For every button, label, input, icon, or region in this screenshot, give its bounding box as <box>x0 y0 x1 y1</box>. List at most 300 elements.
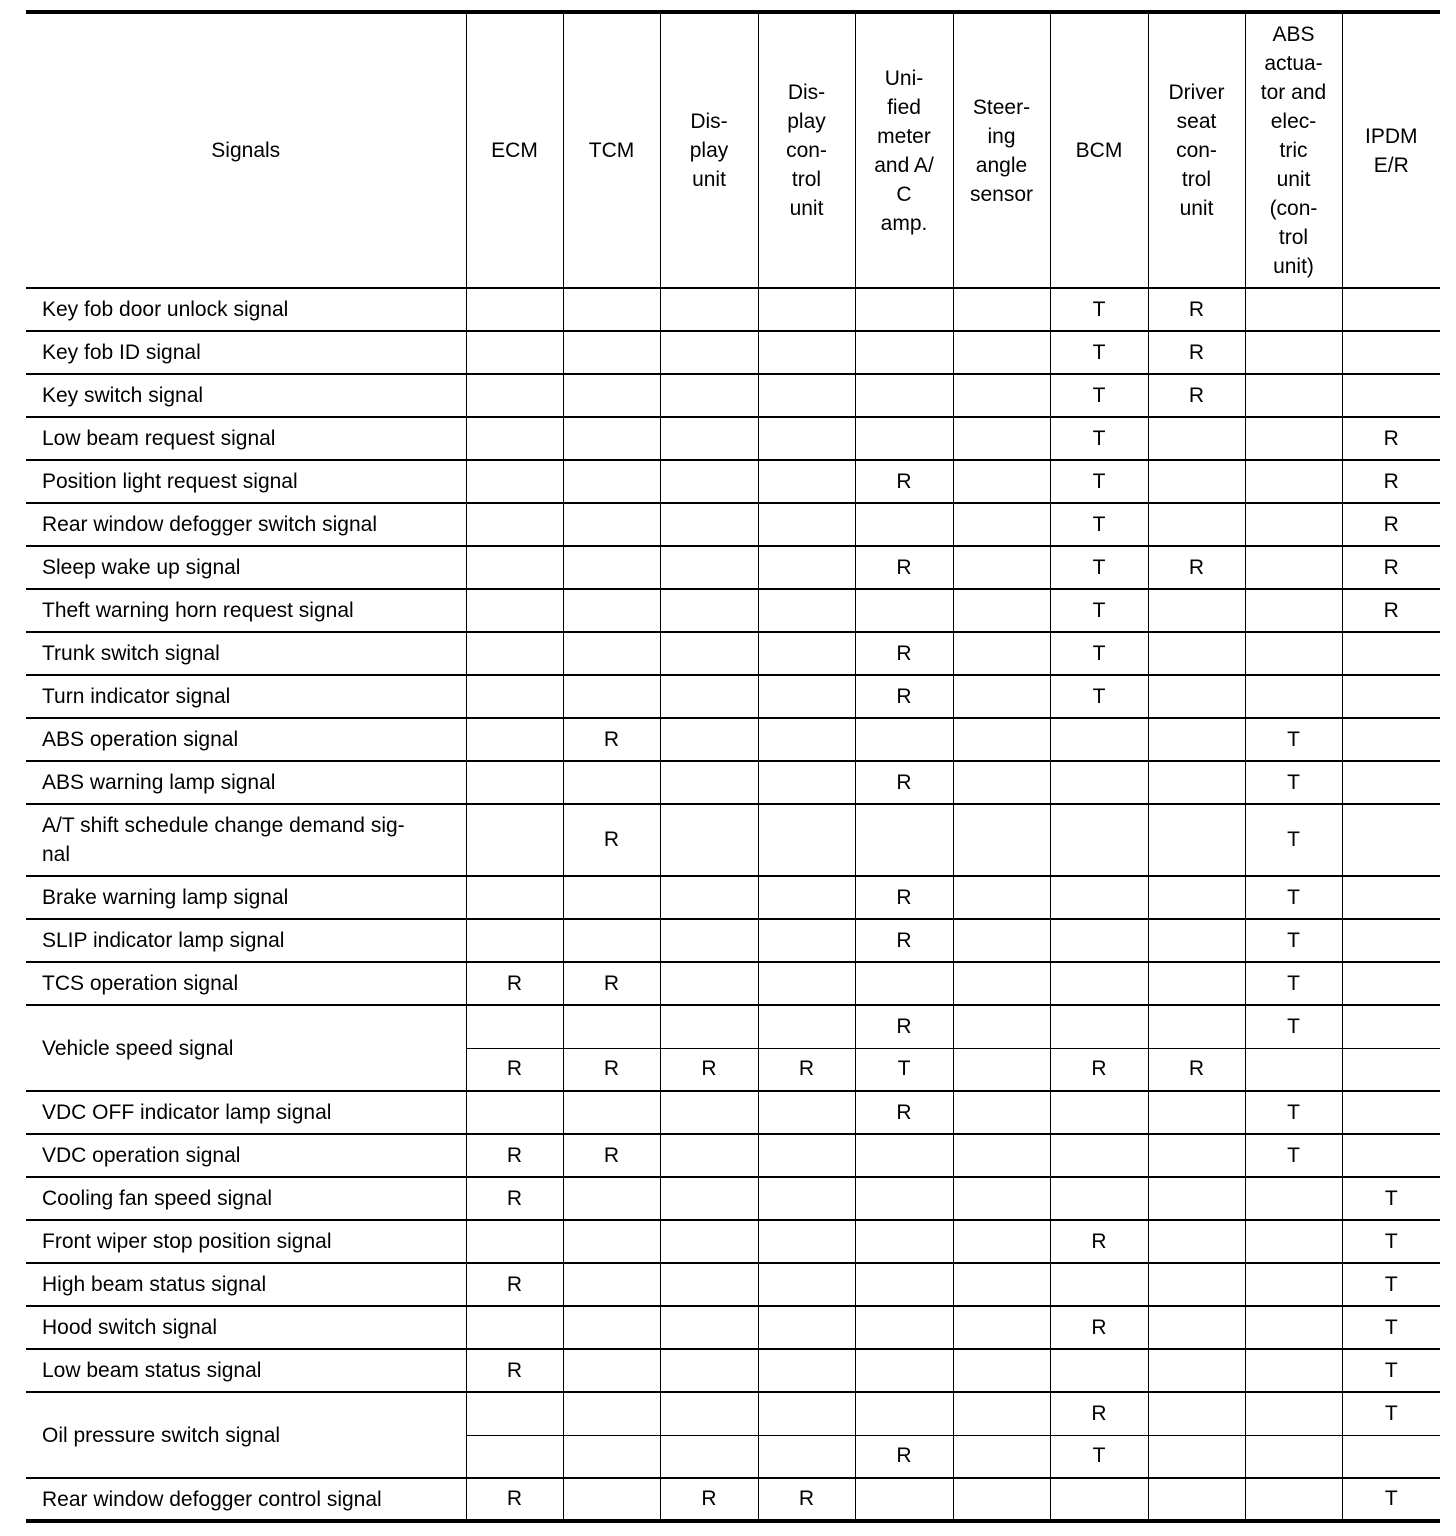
table-row <box>26 962 1440 1005</box>
signal-cell: R <box>1148 546 1245 589</box>
signal-cell <box>855 1478 953 1521</box>
signal-cell <box>953 1005 1050 1048</box>
signal-name: Position light request signal <box>26 460 466 503</box>
signal-cell <box>1342 1091 1440 1134</box>
signal-cell <box>1342 675 1440 718</box>
signal-name: Oil pressure switch signal <box>26 1392 466 1478</box>
signal-cell <box>758 331 855 374</box>
signal-cell <box>855 589 953 632</box>
signal-cell <box>1342 761 1440 804</box>
signal-cell: T <box>1050 632 1148 675</box>
signal-cell: T <box>1245 919 1342 962</box>
can-communication-signal-table <box>26 10 1440 1523</box>
signal-cell <box>660 675 758 718</box>
signal-name: VDC OFF indicator lamp signal <box>26 1091 466 1134</box>
signal-cell <box>660 632 758 675</box>
signal-cell <box>953 1306 1050 1349</box>
signal-cell <box>563 1478 660 1521</box>
signal-cell: R <box>1148 331 1245 374</box>
signal-cell: T <box>1245 876 1342 919</box>
signal-cell <box>1245 1263 1342 1306</box>
signal-cell <box>758 919 855 962</box>
signal-cell: R <box>1050 1306 1148 1349</box>
signal-cell: T <box>1050 331 1148 374</box>
signal-name: Key fob door unlock signal <box>26 288 466 331</box>
signal-cell <box>758 1349 855 1392</box>
signal-name: Sleep wake up signal <box>26 546 466 589</box>
signal-cell <box>953 460 1050 503</box>
signal-cell <box>466 417 563 460</box>
signal-cell <box>660 546 758 589</box>
signal-cell <box>758 288 855 331</box>
table-row <box>26 1091 1440 1134</box>
signal-cell <box>466 804 563 876</box>
signal-cell <box>563 876 660 919</box>
signal-cell <box>1148 761 1245 804</box>
signal-cell: T <box>1245 1005 1342 1048</box>
signal-cell: T <box>855 1048 953 1091</box>
signal-cell <box>1148 1263 1245 1306</box>
signal-cell <box>660 919 758 962</box>
signal-cell <box>1148 1435 1245 1478</box>
signal-cell: R <box>1050 1220 1148 1263</box>
signal-cell <box>953 288 1050 331</box>
signal-cell: R <box>466 1048 563 1091</box>
signal-cell <box>466 503 563 546</box>
signal-name: Cooling fan speed signal <box>26 1177 466 1220</box>
signal-cell: R <box>660 1478 758 1521</box>
signal-cell <box>1050 1134 1148 1177</box>
signal-cell <box>953 876 1050 919</box>
signal-cell <box>758 1177 855 1220</box>
signal-cell <box>466 460 563 503</box>
signal-cell <box>1050 718 1148 761</box>
signal-cell <box>953 1091 1050 1134</box>
signal-cell <box>758 374 855 417</box>
signal-cell <box>1050 1349 1148 1392</box>
signal-cell <box>855 288 953 331</box>
signal-cell <box>466 1435 563 1478</box>
signal-cell <box>1050 761 1148 804</box>
signal-cell <box>1148 503 1245 546</box>
table-row <box>26 632 1440 675</box>
signal-cell <box>953 675 1050 718</box>
unit-column-header: ABS actua- tor and elec- tric unit (con- trol unit) <box>1245 12 1342 288</box>
signal-name: Low beam request signal <box>26 417 466 460</box>
signal-cell <box>855 1263 953 1306</box>
signal-name: Rear window defogger control signal <box>26 1478 466 1521</box>
signal-name: A/T shift schedule change demand sig- nal <box>26 804 466 876</box>
signal-cell <box>1245 1435 1342 1478</box>
signal-cell <box>758 1091 855 1134</box>
signal-cell: R <box>466 962 563 1005</box>
table-row <box>26 804 1440 876</box>
signal-cell <box>953 804 1050 876</box>
signal-cell: R <box>563 1048 660 1091</box>
signal-cell <box>1245 1177 1342 1220</box>
signal-cell <box>660 374 758 417</box>
signal-cell: T <box>1245 1134 1342 1177</box>
signal-cell <box>758 718 855 761</box>
signal-cell: T <box>1245 761 1342 804</box>
signal-cell <box>466 718 563 761</box>
signal-cell <box>758 1435 855 1478</box>
unit-column-header: Driver seat con- trol unit <box>1148 12 1245 288</box>
signal-cell <box>660 718 758 761</box>
signals-column-header: Signals <box>26 12 466 288</box>
signal-cell <box>1245 675 1342 718</box>
signal-name: Brake warning lamp signal <box>26 876 466 919</box>
signal-cell <box>1050 1177 1148 1220</box>
signal-cell <box>758 1134 855 1177</box>
signal-name: High beam status signal <box>26 1263 466 1306</box>
signal-cell <box>660 589 758 632</box>
signal-cell <box>1148 460 1245 503</box>
table-row <box>26 1392 1440 1435</box>
table-row <box>26 374 1440 417</box>
signal-cell <box>660 331 758 374</box>
signal-cell <box>1245 417 1342 460</box>
signal-cell <box>1050 804 1148 876</box>
signal-cell <box>1148 876 1245 919</box>
signal-cell: T <box>1050 417 1148 460</box>
signal-cell <box>855 962 953 1005</box>
signal-cell <box>1342 804 1440 876</box>
signal-cell <box>563 1005 660 1048</box>
signal-cell <box>660 503 758 546</box>
signal-cell <box>855 1220 953 1263</box>
table-row <box>26 919 1440 962</box>
signal-cell <box>1342 1134 1440 1177</box>
signal-cell <box>1342 1048 1440 1091</box>
signal-cell: R <box>855 761 953 804</box>
signal-name: Rear window defogger switch signal <box>26 503 466 546</box>
signal-cell: T <box>1050 546 1148 589</box>
signal-cell <box>953 718 1050 761</box>
signal-cell <box>1245 589 1342 632</box>
signal-cell: T <box>1050 1435 1148 1478</box>
signal-cell: T <box>1050 374 1148 417</box>
signal-cell <box>1342 331 1440 374</box>
signal-cell <box>758 876 855 919</box>
signal-cell <box>953 374 1050 417</box>
table-row <box>26 460 1440 503</box>
signal-cell: T <box>1050 288 1148 331</box>
signal-cell <box>1342 288 1440 331</box>
signal-cell: R <box>855 919 953 962</box>
signal-cell <box>563 632 660 675</box>
signal-name: TCS operation signal <box>26 962 466 1005</box>
signal-cell <box>1148 1134 1245 1177</box>
signal-cell <box>563 919 660 962</box>
signal-cell <box>1148 1091 1245 1134</box>
signal-name: Key fob ID signal <box>26 331 466 374</box>
signal-cell <box>855 417 953 460</box>
signal-cell <box>1148 1392 1245 1435</box>
signal-cell <box>466 288 563 331</box>
table-row <box>26 876 1440 919</box>
signal-cell: R <box>466 1263 563 1306</box>
signal-cell <box>466 331 563 374</box>
signal-cell: R <box>1148 288 1245 331</box>
table-row <box>26 1263 1440 1306</box>
table-body <box>26 288 1440 1521</box>
signal-cell <box>563 331 660 374</box>
signal-cell <box>660 1091 758 1134</box>
table-row <box>26 503 1440 546</box>
signal-cell: T <box>1342 1478 1440 1521</box>
signal-cell <box>953 503 1050 546</box>
signal-cell <box>466 374 563 417</box>
signal-cell <box>466 1005 563 1048</box>
signal-cell <box>953 1435 1050 1478</box>
signal-cell <box>758 804 855 876</box>
signal-cell <box>563 1392 660 1435</box>
signal-cell <box>758 1220 855 1263</box>
signal-cell: T <box>1342 1392 1440 1435</box>
signal-cell <box>660 1392 758 1435</box>
signal-cell: T <box>1050 589 1148 632</box>
unit-column-header: Dis- play con- trol unit <box>758 12 855 288</box>
signal-cell <box>1050 1091 1148 1134</box>
signal-cell <box>660 460 758 503</box>
signal-cell <box>1245 632 1342 675</box>
signal-cell <box>1148 589 1245 632</box>
signal-cell <box>1148 417 1245 460</box>
signal-cell <box>466 546 563 589</box>
signal-cell <box>660 876 758 919</box>
signal-cell <box>660 1349 758 1392</box>
signal-cell: R <box>855 1005 953 1048</box>
signal-cell <box>855 804 953 876</box>
header-row <box>26 12 1440 288</box>
signal-cell: R <box>1342 460 1440 503</box>
signal-cell: R <box>660 1048 758 1091</box>
table-row <box>26 761 1440 804</box>
signal-cell <box>466 632 563 675</box>
signal-cell <box>660 1177 758 1220</box>
table-row <box>26 1220 1440 1263</box>
signal-cell <box>1148 804 1245 876</box>
signal-name: VDC operation signal <box>26 1134 466 1177</box>
signal-name: SLIP indicator lamp signal <box>26 919 466 962</box>
signal-cell: R <box>1050 1392 1148 1435</box>
signal-cell: T <box>1342 1349 1440 1392</box>
signal-cell <box>1050 919 1148 962</box>
signal-cell <box>1245 1306 1342 1349</box>
signal-cell <box>563 1091 660 1134</box>
signal-cell: T <box>1342 1220 1440 1263</box>
signal-cell: R <box>855 632 953 675</box>
signal-cell <box>1050 1478 1148 1521</box>
signal-cell <box>1245 1220 1342 1263</box>
signal-cell <box>563 1306 660 1349</box>
signal-cell <box>1050 1005 1148 1048</box>
signal-cell: T <box>1245 1091 1342 1134</box>
table-row <box>26 675 1440 718</box>
signal-cell <box>660 1435 758 1478</box>
signal-cell <box>660 804 758 876</box>
signal-cell <box>758 546 855 589</box>
signal-cell <box>466 1220 563 1263</box>
signal-cell: T <box>1245 718 1342 761</box>
signal-cell <box>660 1005 758 1048</box>
signal-cell: R <box>1148 374 1245 417</box>
signal-cell: T <box>1342 1177 1440 1220</box>
signal-cell <box>1342 718 1440 761</box>
signal-cell <box>1148 1005 1245 1048</box>
signal-cell: R <box>1342 546 1440 589</box>
signal-cell <box>660 1220 758 1263</box>
signal-cell <box>563 546 660 589</box>
signal-cell: T <box>1050 675 1148 718</box>
signal-cell <box>1245 288 1342 331</box>
signal-cell <box>1245 460 1342 503</box>
signal-cell <box>1050 1263 1148 1306</box>
table-row <box>26 589 1440 632</box>
table-row <box>26 1134 1440 1177</box>
signal-cell <box>953 1478 1050 1521</box>
signal-cell <box>563 288 660 331</box>
signal-cell <box>1148 1349 1245 1392</box>
unit-column-header: Uni- fied meter and A/ C amp. <box>855 12 953 288</box>
signal-cell <box>660 417 758 460</box>
unit-column-header: Steer- ing angle sensor <box>953 12 1050 288</box>
signal-cell <box>1148 718 1245 761</box>
signal-cell: R <box>466 1177 563 1220</box>
signal-cell: T <box>1342 1306 1440 1349</box>
signal-cell <box>953 546 1050 589</box>
signal-cell <box>953 1392 1050 1435</box>
signal-name: Front wiper stop position signal <box>26 1220 466 1263</box>
signal-cell <box>953 1048 1050 1091</box>
signal-cell <box>563 460 660 503</box>
signal-cell <box>563 1263 660 1306</box>
signal-name: ABS operation signal <box>26 718 466 761</box>
signal-cell <box>953 1263 1050 1306</box>
signal-cell <box>855 331 953 374</box>
signal-cell: R <box>1342 417 1440 460</box>
signal-cell <box>758 589 855 632</box>
signal-cell <box>563 374 660 417</box>
unit-column-header: IPDM E/R <box>1342 12 1440 288</box>
signal-cell: T <box>1245 804 1342 876</box>
signal-cell <box>953 1177 1050 1220</box>
signal-cell <box>758 1263 855 1306</box>
signal-cell: T <box>1050 460 1148 503</box>
signal-cell <box>466 589 563 632</box>
signal-cell: R <box>563 962 660 1005</box>
signal-cell <box>1342 962 1440 1005</box>
signal-cell <box>758 1306 855 1349</box>
signal-cell: R <box>466 1478 563 1521</box>
signal-cell <box>1342 1005 1440 1048</box>
signal-cell <box>1245 503 1342 546</box>
signal-cell <box>953 1349 1050 1392</box>
signal-cell <box>466 1306 563 1349</box>
signal-cell <box>1148 1220 1245 1263</box>
signal-cell: R <box>855 675 953 718</box>
signal-cell <box>758 417 855 460</box>
signal-cell: R <box>1342 589 1440 632</box>
signal-cell <box>953 417 1050 460</box>
signal-cell: R <box>758 1478 855 1521</box>
signal-cell <box>855 1392 953 1435</box>
signal-cell <box>1050 876 1148 919</box>
signal-name: Vehicle speed signal <box>26 1005 466 1091</box>
signal-cell: R <box>758 1048 855 1091</box>
signal-name: ABS warning lamp signal <box>26 761 466 804</box>
table-row <box>26 718 1440 761</box>
signal-cell <box>1148 919 1245 962</box>
table-row <box>26 331 1440 374</box>
signal-cell <box>855 1349 953 1392</box>
unit-column-header: TCM <box>563 12 660 288</box>
signal-cell <box>1245 1478 1342 1521</box>
signal-name: Turn indicator signal <box>26 675 466 718</box>
signal-cell: R <box>855 876 953 919</box>
signal-cell: R <box>466 1134 563 1177</box>
table-header <box>26 12 1440 288</box>
unit-column-header: Dis- play unit <box>660 12 758 288</box>
signal-cell: R <box>563 804 660 876</box>
signal-cell <box>758 503 855 546</box>
table-row <box>26 1177 1440 1220</box>
table-row <box>26 417 1440 460</box>
signal-cell <box>855 1177 953 1220</box>
signal-cell <box>563 1177 660 1220</box>
signal-cell <box>563 761 660 804</box>
table-row <box>26 1349 1440 1392</box>
signal-cell <box>1050 962 1148 1005</box>
signal-cell <box>466 1392 563 1435</box>
signal-cell <box>953 589 1050 632</box>
signal-cell <box>1245 546 1342 589</box>
signal-cell <box>1148 632 1245 675</box>
signal-cell <box>466 761 563 804</box>
signal-cell <box>1342 1435 1440 1478</box>
signal-cell <box>953 761 1050 804</box>
signal-cell <box>758 460 855 503</box>
signal-cell <box>563 675 660 718</box>
signal-cell <box>660 1134 758 1177</box>
signal-cell <box>466 1091 563 1134</box>
table-row <box>26 546 1440 589</box>
signal-cell <box>660 761 758 804</box>
signal-cell <box>855 1134 953 1177</box>
signal-cell <box>466 876 563 919</box>
signal-cell <box>1342 919 1440 962</box>
signal-cell <box>1148 1306 1245 1349</box>
signal-cell <box>953 1220 1050 1263</box>
signal-cell <box>953 1134 1050 1177</box>
signal-cell <box>758 675 855 718</box>
signal-cell: T <box>1050 503 1148 546</box>
signal-cell <box>855 503 953 546</box>
table-row <box>26 1478 1440 1521</box>
table-row <box>26 1005 1440 1048</box>
signal-cell <box>758 761 855 804</box>
signal-cell: R <box>563 718 660 761</box>
signal-cell <box>758 632 855 675</box>
signal-cell <box>563 1349 660 1392</box>
signal-cell: R <box>563 1134 660 1177</box>
signal-cell <box>660 1263 758 1306</box>
signal-cell <box>563 417 660 460</box>
signal-cell: R <box>855 1435 953 1478</box>
signal-cell <box>1245 331 1342 374</box>
signal-cell <box>1148 675 1245 718</box>
